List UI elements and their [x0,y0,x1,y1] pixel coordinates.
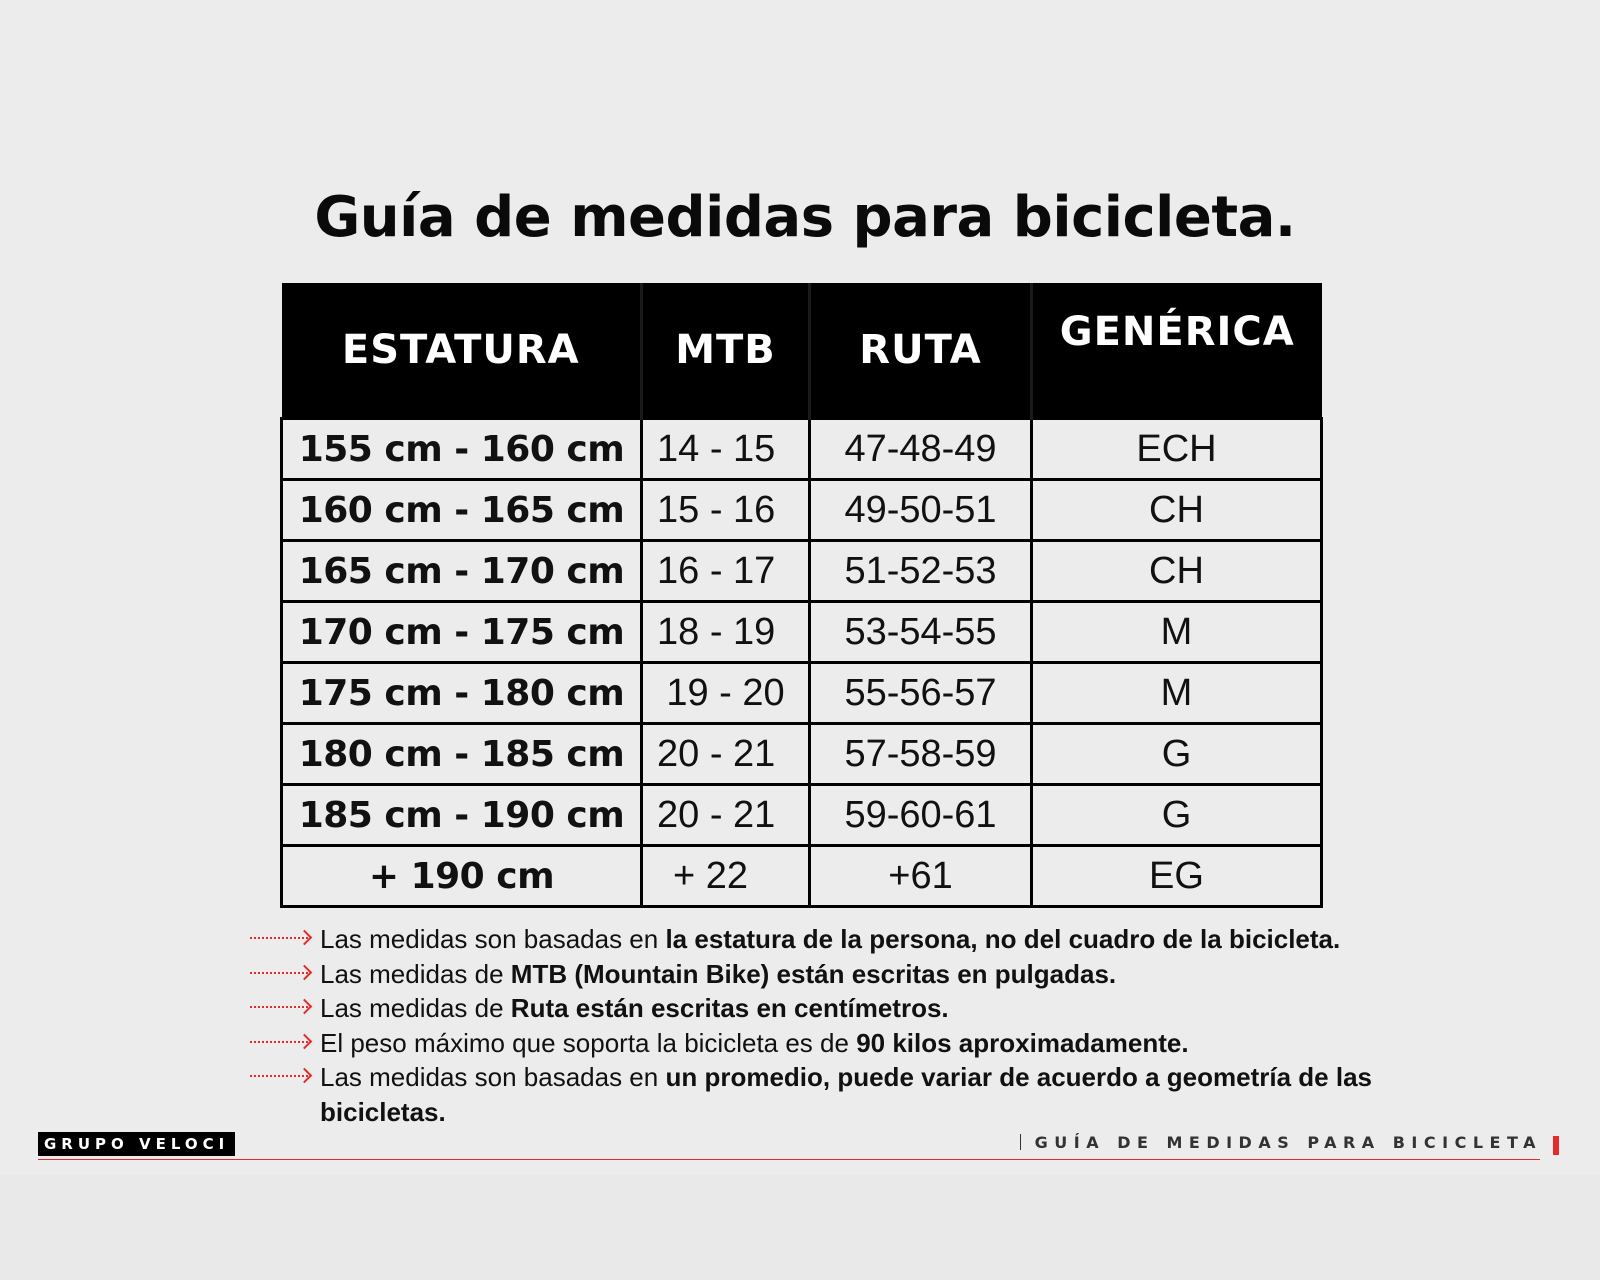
table-row [282,846,1322,907]
header-estatura: ESTATURA [282,283,642,419]
notes-list [250,922,1450,1129]
note-bold-text: un promedio, puede variar de acuerdo a geometría de las bicicletas. [320,1062,1372,1127]
cell-generica: ECH [1032,419,1322,480]
cell-estatura: 175 cm - 180 cm [282,663,642,724]
note-item [250,991,1450,1026]
cell-generica: EG [1032,846,1322,907]
cell-mtb: 20 - 21 [642,785,810,846]
table-row [282,419,1322,480]
footer-label [1020,1133,1542,1152]
note-text: Las medidas de [320,958,511,989]
cell-estatura: 155 cm - 160 cm [282,419,642,480]
cell-estatura: 165 cm - 170 cm [282,541,642,602]
cell-ruta: 49-50-51 [810,480,1032,541]
footer-red-mark [1553,1136,1559,1155]
cell-estatura: 180 cm - 185 cm [282,724,642,785]
note-bold-text: MTB (Mountain Bike) están escritas en pulgadas. [510,958,1117,989]
header-ruta: RUTA [810,283,1032,419]
dotted-arrow-icon [250,1006,308,1010]
cell-ruta: 53-54-55 [810,602,1032,663]
cell-ruta: 59-60-61 [810,785,1032,846]
cell-ruta: 55-56-57 [810,663,1032,724]
cell-generica: G [1032,785,1322,846]
cell-estatura: + 190 cm [282,846,642,907]
note-bold-text: 90 kilos aproximadamente. [856,1027,1189,1058]
note-item [250,922,1450,957]
cell-mtb: 18 - 19 [642,602,810,663]
note-text: Las medidas de [320,993,511,1023]
note-text: El peso máximo que soporta la bicicleta es de [320,1027,857,1058]
header-generica: GENÉRICA [1032,283,1322,419]
table-row [282,785,1322,846]
note-text: Las medidas son basadas en [320,1062,666,1092]
page-title: Guía de medidas para bicicleta. [314,185,1296,250]
dotted-arrow-icon [250,1075,308,1079]
table-row [282,663,1322,724]
cell-generica: M [1032,602,1322,663]
note-item [250,1060,1420,1129]
cell-generica: CH [1032,480,1322,541]
size-table [280,283,1323,908]
note-bold-text: la estatura de la persona, no del cuadro de la bicicleta. [665,924,1341,954]
table-row [282,724,1322,785]
footer-label-text: GUÍA DE MEDIDAS PARA BICICLETA [1034,1133,1542,1152]
note-bold-text: Ruta están escritas en centímetros. [510,993,949,1023]
cell-ruta: 51-52-53 [810,541,1032,602]
table-row [282,602,1322,663]
dotted-arrow-icon [250,937,308,941]
cell-ruta: +61 [810,846,1032,907]
cell-estatura: 160 cm - 165 cm [282,480,642,541]
cell-mtb: 15 - 16 [642,480,810,541]
header-mtb: MTB [642,283,810,419]
cell-generica: M [1032,663,1322,724]
dotted-arrow-icon [250,972,308,976]
table-row [282,480,1322,541]
cell-mtb: 20 - 21 [642,724,810,785]
footer-rule [38,1159,1540,1160]
table-header-row [282,283,1322,419]
note-text: Las medidas son basadas en [320,924,666,954]
cell-generica: CH [1032,541,1322,602]
dotted-arrow-icon [250,1041,308,1045]
note-item [250,957,1450,992]
brand-logo: GRUPO VELOCI [38,1132,235,1156]
cell-ruta: 47-48-49 [810,419,1032,480]
cell-estatura: 170 cm - 175 cm [282,602,642,663]
footer-divider [1020,1134,1021,1150]
cell-ruta: 57-58-59 [810,724,1032,785]
lower-band [0,1175,1600,1280]
cell-mtb: 16 - 17 [642,541,810,602]
note-item [250,1026,1450,1061]
cell-generica: G [1032,724,1322,785]
cell-mtb: + 22 [642,846,810,907]
cell-mtb: 19 - 20 [642,663,810,724]
cell-estatura: 185 cm - 190 cm [282,785,642,846]
cell-mtb: 14 - 15 [642,419,810,480]
table-row [282,541,1322,602]
